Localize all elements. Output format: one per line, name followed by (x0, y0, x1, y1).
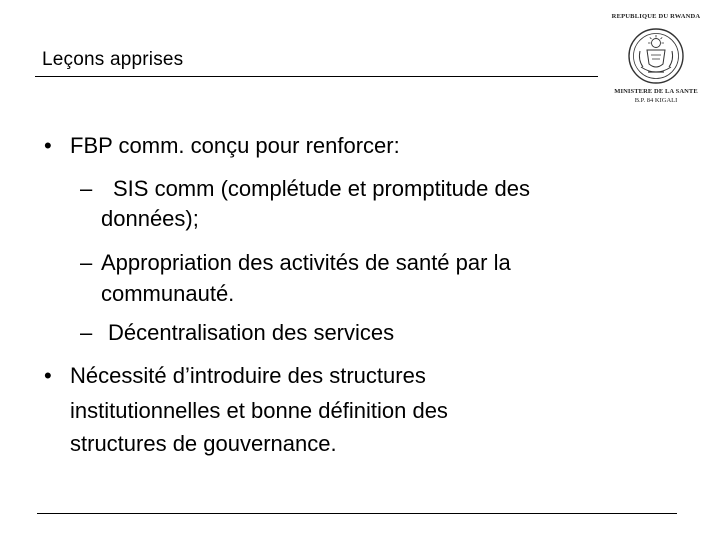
footer-divider (37, 513, 677, 514)
bullet-2-line-2: institutionnelles et bonne définition des (70, 398, 448, 423)
bullet-2-line-3: structures de gouvernance. (70, 431, 337, 456)
letterhead-ministry: MINISTERE DE LA SANTE (614, 88, 698, 95)
letterhead-address: B.P. 84 KIGALI (634, 97, 678, 104)
bullet-2-line-1: Nécessité d’introduire des structures (70, 363, 426, 388)
bullet-1-line-1: FBP comm. conçu pour renforcer: (70, 133, 400, 158)
slide-title: Leçons apprises (42, 49, 184, 70)
bullet-marker: • (44, 133, 52, 158)
sub-bullet-1-line-1: SIS comm (complétude et promptitude des (113, 176, 530, 201)
sub-bullet-2-line-1: Appropriation des activités de santé par la (101, 250, 511, 275)
dash-marker: – (80, 320, 93, 345)
dash-marker: – (80, 250, 93, 275)
sub-bullet-1-line-2: données); (101, 206, 199, 231)
bullet-marker: • (44, 363, 52, 388)
dash-marker: – (80, 176, 93, 201)
letterhead-country: REPUBLIQUE DU RWANDA (611, 13, 701, 20)
sub-bullet-2-line-2: communauté. (101, 281, 235, 306)
sub-bullet-3-line-1: Décentralisation des services (108, 320, 395, 345)
